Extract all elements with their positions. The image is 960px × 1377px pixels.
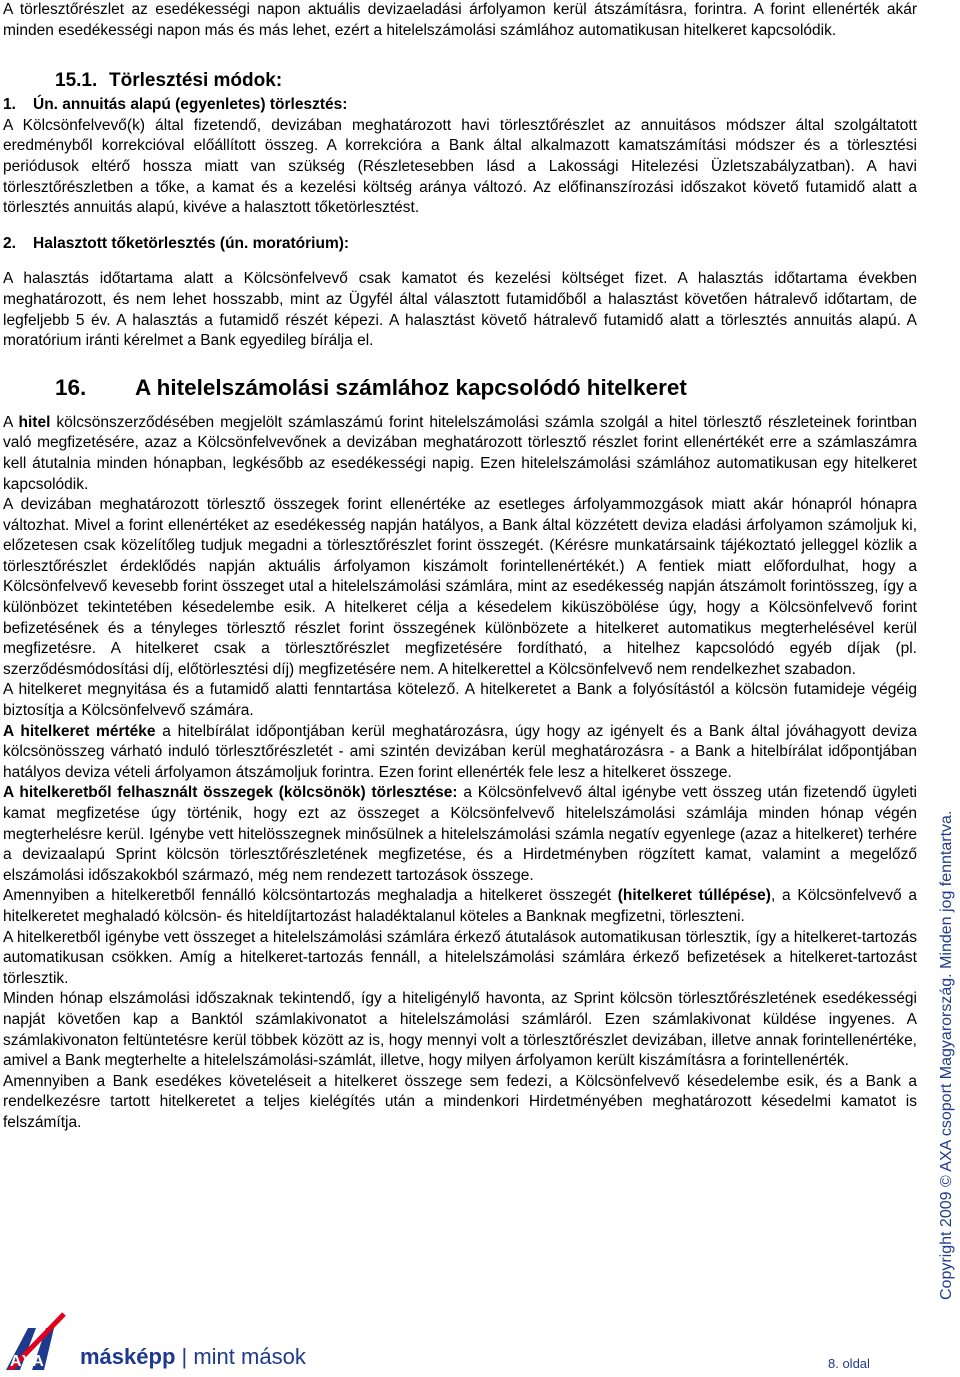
item-2-heading (3, 234, 917, 255)
section-title: Törlesztési módok: (109, 70, 283, 92)
s16-paragraph-7: A hitelkeretből igénybe vett összeget a hitelelszámolási számlára érkező átutalások automatikusan törlesztik, így a hitelkeret-tartozás automatikusan csökken. Amíg a hitelkeret-tartozás fennáll, a hitelelszámolási számlára érkező befizetések a hitelkeret-tartozást törlesztik. (3, 928, 917, 987)
page-footer (0, 1300, 960, 1377)
s16-paragraph-5 (3, 783, 917, 886)
logo-text: AXA (10, 1353, 44, 1370)
section-number: 16. (55, 374, 87, 400)
s16-paragraph-4 (3, 722, 917, 784)
bold-text: A hitelkeret mértéke (3, 722, 156, 740)
text: , a Kölcsönfelvevő a hitelkeretet meghaladó kölcsön- és hiteldíjtartozást haladéktalanul köteles a Banknak megfizetni, törleszteni. (3, 887, 917, 925)
axa-logo-icon (6, 1308, 66, 1370)
item-number: 2. (3, 234, 16, 252)
bold-text: hitel (18, 413, 51, 431)
s16-paragraph-8: Minden hónap elszámolási időszaknak tekintendő, így a hiteligénylő havonta, az Sprint kölcsön törlesztőrészletének esedékességi napját követően kap a Banktól számlakivonatot a hitelelszámolási számláról. Ezen számlakivonat küldése ingyenes. A számlakivonaton feltüntetésre kerül többek között az is, hogy mennyi volt a törlesztőrészlet devizában, illetve annak forintellenértéke, amivel a Bank megterhelte a hitelelszámolási-számlát, illetve, hogy milyen árfolyamon került kiszámításra a forintellenérték. (3, 990, 917, 1070)
item-2-body: A halasztás időtartama alatt a Kölcsönfelvevő csak kamatot és kezelési költséget fizet. A halasztás időtartama években meghatározott, és nem lehet hosszabb, mint az Ügyfél által választott futamidőből a halasztást követően hátralevő időtartam, de legfeljebb 5 év. A halasztás a futamidő részét képezi. A halasztást követő hátralevő futamidő alatt a törlesztés annuitás alapú. A moratórium iránti kérelmet a Bank egyedileg bírálja el. (3, 270, 917, 350)
section-number: 15.1. (55, 70, 98, 92)
s16-paragraph-3: A hitelkeret megnyitása és a futamidő alatti fenntartása kötelező. A hitelkeretet a Bank a folyósítástól a kölcsön futamideje végéig biztosítja a Kölcsönfelvevő számára. (3, 681, 917, 720)
item-1-body: A Kölcsönfelvevő(k) által fizetendő, devizában meghatározott havi törlesztőrészlet az annuitásos módszer által szolgáltatott eredményből korrekcióval előállított összeg. A korrekcióra a Bank által alkalmazott kamatszámítási módszer és a törlesztési periódusok eltérő hossza miatt van szükség (Részletesebben lásd a Lakossági Hitelezési Üzletszabályzatban). A havi törlesztőrészletben a tőke, a kamat és a kezelési költség aránya változó. Az előfinanszírozási időszakot követő futamidő alatt a törlesztés annuitás alapú, kivéve a halasztott tőketörlesztést. (3, 116, 917, 217)
s16-paragraph-1 (3, 413, 917, 495)
bold-text: (hitelkeret túllépése) (617, 887, 771, 905)
text: a Kölcsönfelvevő által igénybe vett összeg után fizetendő ügyleti kamat megfizetése úgy történik, hogy ezt az összeget a Kölcsönfelvevő hitelelszámolási számlája minden hónap végén megterhelésre kerül. Igénybe vett hitelösszegnek minősülnek a hitelelszámolási számla negatív egyenlege (azaz a hitelkeret) terhére a devizaalapú Sprint kölcsön törlesztőrészletének megfizetése, és a Hirdetményben rögzített kamat, valamint a megelőző elszámolási időszakokból származó, még nem rendezett tartozások összege. (3, 784, 917, 884)
intro-paragraph: A törlesztőrészlet az esedékességi napon aktuális devizaeladási árfolyamon kerül átszámításra, forintra. A forint ellenérték akár minden esedékességi napon más és más lehet, ezért a hitelelszámolási számlához automatikusan hitelkeret kapcsolódik. (3, 1, 917, 39)
spacer (3, 254, 917, 269)
section-title: A hitelelszámolási számlához kapcsolódó hitelkeret (135, 374, 687, 400)
section-heading-16 (3, 371, 917, 405)
item-title: Halasztott tőketörlesztés (ún. moratórium): (33, 234, 350, 252)
slogan (80, 1344, 306, 1370)
slogan-thin: mint mások (193, 1344, 306, 1369)
s16-paragraph-6 (3, 886, 917, 927)
document-body (3, 0, 917, 1134)
slogan-separator: | (175, 1344, 194, 1369)
copyright-sidebar: Copyright 2009 © AXA csoport Magyarország. Minden jog fenntartva. (938, 810, 955, 1300)
spacer (3, 219, 917, 234)
text: A (3, 413, 19, 431)
section-heading-15-1 (3, 67, 917, 95)
text: kölcsönszerződésében megjelölt számlaszámú forint hitelelszámolási számla szolgál a hitel törlesztő részleteinek forintban való megfizetésére, azaz a Kölcsönfelvevőnek a devizában meghatározott törlesztő részlet forint ellenértékét erre a számlaszámra kell átutalnia minden hónapban, legkésőbb az esedékességi napig. Ezen hitelelszámolási számlához automatikusan egy hitelkeret kapcsolódik. (3, 413, 917, 493)
bold-text: A hitelkeretből felhasznált összegek (kölcsönök) törlesztése: (3, 784, 458, 802)
item-title: Ún. annuitás alapú (egyenletes) törlesztés: (33, 96, 348, 114)
s16-paragraph-2: A devizában meghatározott törlesztő összegek forint ellenértéke az esetleges árfolyammozgások miatt akár hónapról hónapra változhat. Mivel a forint ellenértéket az esedékesség napján hatályos, a Bank által közzétett deviza eladási árfolyamon számoljuk ki, előzetesen csak közelítőleg tudjuk megadni a törlesztőrészlet forint összegét. (Kérésre munkatársaink tájékoztató jelleggel közlik a törlesztőrészlet érdeklődés napján aktuális árfolyamon kiszámolt forintellenértékét.) A fentiek miatt előfordulhat, hogy a Kölcsönfelvevő kevesebb forint összeget utal a hitelelszámolási számlára, mint az esedékesség napján átszámolt forintösszeg, így a különbözet tekintetében késedelembe esik. A hitelkeret célja a késedelem kiküszöbölése úgy, hogy a Kölcsönfelvevő forint befizetésének és a tényleges törlesztő részlet forint összegének különbözete a hitelkeret automatikus megterhelésével kerül megfizetésre. A hitelkeret csak a törlesztőrészlet megfizetésére fordítható, a hitelhez kapcsolódó egyéb díjak (pl. szerződésmódosítási díj, előtörlesztési díj) megfizetésére nem. A hitelkerettel a Kölcsönfelvevő nem rendelkezhet szabadon. (3, 496, 917, 678)
s16-paragraph-9: Amennyiben a Bank esedékes követeléseit a hitelkeret összege sem fedezi, a Kölcsönfelvevő késedelembe esik, és a Bank a rendelkezésre tartott hitelkeretet a teljes kielégítés után a mindenkori Hirdetményében meghatározott késedelmi kamatot is felszámítja. (3, 1072, 917, 1131)
text: a hitelbírálat időpontjában kerül meghatározásra, úgy hogy az igényelt és a Bank által jóváhagyott deviza kölcsönösszeg várható induló törlesztőrészletét - ami szintén devizában kerül meghatározásra - a Bank a hitelbírálat időpontjában hatályos deviza vételi árfolyamon átszámoljuk forintra. Ezen forint ellenérték fele lesz a hitelkeret összege. (3, 722, 917, 781)
text: Amennyiben a hitelkeretből fennálló kölcsöntartozás meghaladja a hitelkeret összegét (3, 887, 618, 905)
slogan-bold: másképp (80, 1344, 176, 1369)
item-1-heading (3, 95, 917, 116)
item-number: 1. (3, 96, 16, 114)
page-number: 8. oldal (828, 1356, 870, 1371)
